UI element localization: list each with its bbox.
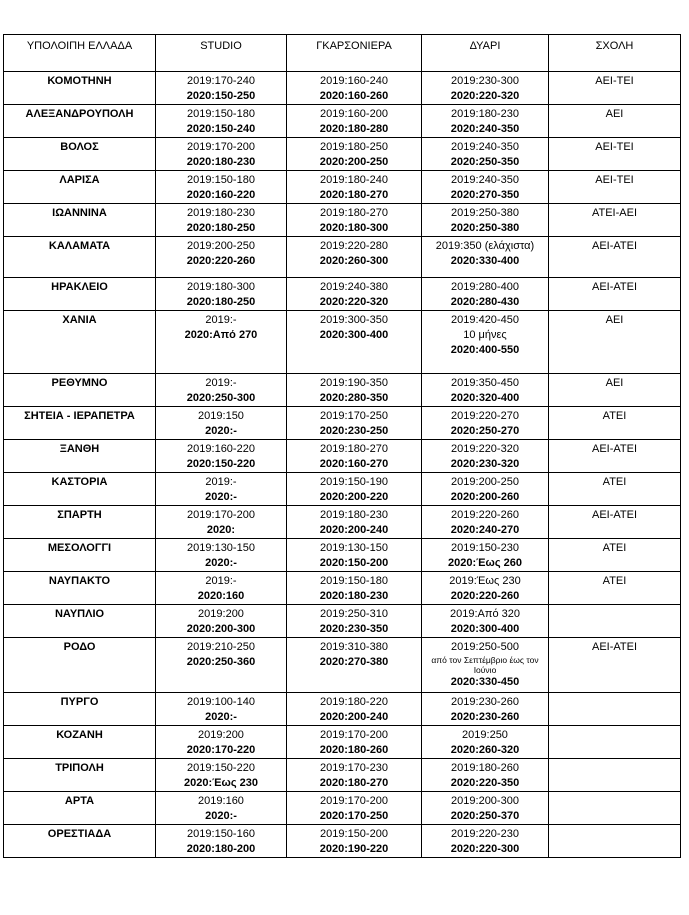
price-2020: 2020:- bbox=[205, 711, 237, 723]
price-2020: 2020: bbox=[206, 524, 236, 536]
studio-cell bbox=[156, 171, 287, 204]
school-cell: ΑΕΙ-ΑΤΕΙ bbox=[549, 506, 681, 539]
price-2019: 2019:180-230 bbox=[451, 108, 519, 120]
studio-cell bbox=[156, 105, 287, 138]
price-2019: 2019:230-300 bbox=[451, 75, 519, 87]
price-2019: 2019:170-200 bbox=[320, 729, 388, 741]
price-2019: 2019:Έως 230 bbox=[449, 575, 521, 587]
price-2020: 2020:160-270 bbox=[319, 458, 389, 470]
price-2020: 2020:330-400 bbox=[450, 255, 520, 267]
price-2019: 2019:150-200 bbox=[320, 828, 388, 840]
studio-cell bbox=[156, 539, 287, 572]
price-2020: 2020:160 bbox=[197, 590, 245, 602]
price-2019: 2019:170-230 bbox=[320, 762, 388, 774]
city-cell: ΣΗΤΕΙΑ - ΙΕΡΑΠΕΤΡΑ bbox=[4, 407, 156, 440]
price-2020: 2020:- bbox=[205, 491, 237, 503]
city-cell: ΤΡΙΠΟΛΗ bbox=[4, 759, 156, 792]
school-cell: ΑΤΕΙ bbox=[549, 473, 681, 506]
table-row bbox=[4, 138, 681, 171]
price-2019: 2019:180-270 bbox=[320, 207, 388, 219]
dyari-cell bbox=[422, 473, 549, 506]
table-row bbox=[4, 693, 681, 726]
price-2019: 2019:280-400 bbox=[451, 281, 519, 293]
price-2019: 2019:200-300 bbox=[451, 795, 519, 807]
city-cell: ΞΑΝΘΗ bbox=[4, 440, 156, 473]
price-2020: 2020:400-550 bbox=[450, 344, 520, 356]
price-2020: 2020:220-260 bbox=[450, 590, 520, 602]
price-2019: 2019:350 (ελάχιστα) bbox=[435, 240, 535, 252]
price-2019: 2019:180-230 bbox=[187, 207, 255, 219]
table-row bbox=[4, 726, 681, 759]
city-cell: ΡΟΔΟ bbox=[4, 638, 156, 693]
price-2019: 2019:- bbox=[205, 476, 237, 488]
price-2019: 2019:180-270 bbox=[320, 443, 388, 455]
dyari-cell bbox=[422, 605, 549, 638]
price-2020: 2020:230-350 bbox=[319, 623, 389, 635]
city-cell: ΣΠΑΡΤΗ bbox=[4, 506, 156, 539]
table-row bbox=[4, 825, 681, 858]
header-school: ΣΧΟΛΗ bbox=[549, 35, 681, 72]
city-cell: ΝΑΥΠΑΚΤΟ bbox=[4, 572, 156, 605]
price-2019: 2019:150-180 bbox=[320, 575, 388, 587]
dyari-cell bbox=[422, 204, 549, 237]
garsoniera-cell bbox=[287, 311, 422, 374]
garsoniera-cell bbox=[287, 572, 422, 605]
garsoniera-cell bbox=[287, 825, 422, 858]
price-2020: 2020:- bbox=[205, 557, 237, 569]
price-2019: 2019:130-150 bbox=[187, 542, 255, 554]
price-2020: 2020:180-270 bbox=[319, 777, 389, 789]
price-2019: 2019:210-250 bbox=[187, 641, 255, 653]
price-2019: 2019:170-200 bbox=[187, 141, 255, 153]
price-2020: 2020:- bbox=[205, 810, 237, 822]
price-2019: 2019:220-260 bbox=[451, 509, 519, 521]
price-2019: 2019:160-200 bbox=[320, 108, 388, 120]
dyari-cell bbox=[422, 237, 549, 278]
city-cell: ΚΟΜΟΤΗΝΗ bbox=[4, 72, 156, 105]
school-cell: ΑΕΙ bbox=[549, 105, 681, 138]
table-row bbox=[4, 572, 681, 605]
price-2019: 2019:350-450 bbox=[451, 377, 519, 389]
price-2020: 2020:Από 270 bbox=[184, 329, 258, 341]
city-cell: ΑΛΕΞΑΝΔΡΟΥΠΟΛΗ bbox=[4, 105, 156, 138]
header-dyari: ΔΥΑΡΙ bbox=[422, 35, 549, 72]
table-row bbox=[4, 171, 681, 204]
city-cell: ΗΡΑΚΛΕΙΟ bbox=[4, 278, 156, 311]
garsoniera-cell bbox=[287, 171, 422, 204]
dyari-cell bbox=[422, 374, 549, 407]
price-2019: 2019:150-190 bbox=[320, 476, 388, 488]
garsoniera-cell bbox=[287, 693, 422, 726]
price-2020: 2020:180-280 bbox=[319, 123, 389, 135]
studio-cell bbox=[156, 440, 287, 473]
price-2020: 2020:Έως 260 bbox=[448, 557, 522, 569]
price-2020: 2020:250-360 bbox=[186, 656, 256, 668]
price-2020: 2020:180-250 bbox=[186, 296, 256, 308]
price-2020: 2020:200-220 bbox=[319, 491, 389, 503]
price-2019: 2019:- bbox=[205, 314, 237, 326]
garsoniera-cell bbox=[287, 138, 422, 171]
price-2019: 2019:200-250 bbox=[451, 476, 519, 488]
price-2020: 2020:230-260 bbox=[450, 711, 520, 723]
price-2020: 2020:230-320 bbox=[450, 458, 520, 470]
price-2019: 2019:130-150 bbox=[320, 542, 388, 554]
garsoniera-cell bbox=[287, 72, 422, 105]
price-2019: 2019:180-260 bbox=[451, 762, 519, 774]
price-2019: 2019:250-310 bbox=[320, 608, 388, 620]
price-2019: 2019:230-260 bbox=[451, 696, 519, 708]
school-cell: ΑΤΕΙ bbox=[549, 572, 681, 605]
price-2019: 2019:220-280 bbox=[320, 240, 388, 252]
price-2019: 2019:180-220 bbox=[320, 696, 388, 708]
price-2019: 2019:250-380 bbox=[451, 207, 519, 219]
price-2020: 2020:180-200 bbox=[186, 843, 256, 855]
garsoniera-cell bbox=[287, 506, 422, 539]
price-2020: 2020:Έως 230 bbox=[184, 777, 258, 789]
dyari-cell bbox=[422, 105, 549, 138]
city-cell: ΚΑΣΤΟΡΙΑ bbox=[4, 473, 156, 506]
price-2019: 2019:220-230 bbox=[451, 828, 519, 840]
garsoniera-cell bbox=[287, 605, 422, 638]
table-row bbox=[4, 605, 681, 638]
price-2020: 2020:260-300 bbox=[319, 255, 389, 267]
dyari-cell bbox=[422, 539, 549, 572]
price-2019: 2019:220-270 bbox=[451, 410, 519, 422]
city-cell: ΧΑΝΙΑ bbox=[4, 311, 156, 374]
dyari-cell bbox=[422, 506, 549, 539]
city-cell: ΡΕΘΥΜΝΟ bbox=[4, 374, 156, 407]
garsoniera-cell bbox=[287, 278, 422, 311]
city-cell: ΚΟΖΑΝΗ bbox=[4, 726, 156, 759]
price-2019: 2019:220-320 bbox=[451, 443, 519, 455]
price-2019: 2019:310-380 bbox=[320, 641, 388, 653]
city-cell: ΛΑΡΙΣΑ bbox=[4, 171, 156, 204]
school-cell bbox=[549, 825, 681, 858]
school-cell bbox=[549, 792, 681, 825]
price-2020: 2020:270-350 bbox=[450, 189, 520, 201]
dyari-cell bbox=[422, 759, 549, 792]
price-2020: 2020:160-220 bbox=[186, 189, 256, 201]
price-2019: 2019:150 bbox=[198, 410, 244, 422]
header-garsoniera: ΓΚΑΡΣΟΝΙΕΡΑ bbox=[287, 35, 422, 72]
city-cell: ΑΡΤΑ bbox=[4, 792, 156, 825]
price-2020: 2020:190-220 bbox=[319, 843, 389, 855]
price-2020: 2020:150-240 bbox=[186, 123, 256, 135]
price-2019: 2019:200 bbox=[198, 729, 244, 741]
school-cell: ΑΕΙ-ΤΕΙ bbox=[549, 171, 681, 204]
school-cell: ΑΤΕΙ bbox=[549, 407, 681, 440]
price-2019: 2019:300-350 bbox=[320, 314, 388, 326]
garsoniera-cell bbox=[287, 473, 422, 506]
garsoniera-cell bbox=[287, 237, 422, 278]
price-2020: 2020:250-380 bbox=[450, 222, 520, 234]
garsoniera-cell bbox=[287, 440, 422, 473]
price-2020: 2020:250-300 bbox=[186, 392, 256, 404]
price-2019: 2019:420-450 bbox=[451, 314, 519, 326]
table-row bbox=[4, 792, 681, 825]
school-cell: ΑΕΙ-ΤΕΙ bbox=[549, 138, 681, 171]
dyari-cell bbox=[422, 440, 549, 473]
price-2020: 2020:150-200 bbox=[319, 557, 389, 569]
table-row bbox=[4, 506, 681, 539]
price-2019: 2019:160-220 bbox=[187, 443, 255, 455]
price-note: από τον Σεπτέμβριο έως τον Ιούνιο bbox=[431, 655, 539, 675]
price-2019: 2019:180-240 bbox=[320, 174, 388, 186]
dyari-cell bbox=[422, 278, 549, 311]
price-2019: 2019:- bbox=[205, 575, 237, 587]
dyari-cell bbox=[422, 693, 549, 726]
table-row bbox=[4, 72, 681, 105]
price-2019: 2019:Από 320 bbox=[450, 608, 520, 620]
studio-cell bbox=[156, 726, 287, 759]
price-2020: 2020:150-220 bbox=[186, 458, 256, 470]
price-2020: 2020:- bbox=[205, 425, 237, 437]
price-2020: 2020:320-400 bbox=[450, 392, 520, 404]
table-row bbox=[4, 237, 681, 278]
garsoniera-cell bbox=[287, 759, 422, 792]
school-cell: ΑΕΙ bbox=[549, 374, 681, 407]
dyari-cell bbox=[422, 407, 549, 440]
price-2020: 2020:240-350 bbox=[450, 123, 520, 135]
price-2020: 2020:180-250 bbox=[186, 222, 256, 234]
price-2020: 2020:300-400 bbox=[450, 623, 520, 635]
price-2020: 2020:160-260 bbox=[319, 90, 389, 102]
price-2020: 2020:280-350 bbox=[319, 392, 389, 404]
price-2020: 2020:220-300 bbox=[450, 843, 520, 855]
price-note: 10 μήνες bbox=[463, 329, 507, 341]
price-2020: 2020:180-230 bbox=[186, 156, 256, 168]
header-region: ΥΠΟΛΟΙΠΗ ΕΛΛΑΔΑ bbox=[4, 35, 156, 72]
price-2019: 2019:160-240 bbox=[320, 75, 388, 87]
price-2020: 2020:220-320 bbox=[450, 90, 520, 102]
price-2020: 2020:170-220 bbox=[186, 744, 256, 756]
price-2020: 2020:200-240 bbox=[319, 711, 389, 723]
table-row bbox=[4, 204, 681, 237]
school-cell: ΑΕΙ-ΑΤΕΙ bbox=[549, 440, 681, 473]
price-2020: 2020:170-250 bbox=[319, 810, 389, 822]
dyari-cell bbox=[422, 726, 549, 759]
price-2020: 2020:180-260 bbox=[319, 744, 389, 756]
studio-cell bbox=[156, 138, 287, 171]
school-cell: ΑΤΕΙ-ΑΕΙ bbox=[549, 204, 681, 237]
price-2019: 2019:150-220 bbox=[187, 762, 255, 774]
school-cell: ΑΕΙ bbox=[549, 311, 681, 374]
studio-cell bbox=[156, 204, 287, 237]
studio-cell bbox=[156, 407, 287, 440]
studio-cell bbox=[156, 311, 287, 374]
price-2019: 2019:170-240 bbox=[187, 75, 255, 87]
table-row bbox=[4, 440, 681, 473]
price-2020: 2020:220-260 bbox=[186, 255, 256, 267]
price-2020: 2020:260-320 bbox=[450, 744, 520, 756]
price-2019: 2019:150-180 bbox=[187, 108, 255, 120]
school-cell bbox=[549, 726, 681, 759]
garsoniera-cell bbox=[287, 204, 422, 237]
garsoniera-cell bbox=[287, 726, 422, 759]
price-2019: 2019:150-160 bbox=[187, 828, 255, 840]
garsoniera-cell bbox=[287, 539, 422, 572]
city-cell: ΠΥΡΓΟ bbox=[4, 693, 156, 726]
studio-cell bbox=[156, 759, 287, 792]
table-row bbox=[4, 278, 681, 311]
table-row bbox=[4, 374, 681, 407]
city-cell: ΙΩΑΝΝΙΝΑ bbox=[4, 204, 156, 237]
header-studio: STUDIO bbox=[156, 35, 287, 72]
garsoniera-cell bbox=[287, 792, 422, 825]
price-2019: 2019:180-230 bbox=[320, 509, 388, 521]
price-2020: 2020:200-300 bbox=[186, 623, 256, 635]
price-2020: 2020:240-270 bbox=[450, 524, 520, 536]
dyari-cell bbox=[422, 171, 549, 204]
price-2019: 2019:180-250 bbox=[320, 141, 388, 153]
studio-cell bbox=[156, 638, 287, 693]
garsoniera-cell bbox=[287, 105, 422, 138]
studio-cell bbox=[156, 473, 287, 506]
school-cell: ΑΕΙ-ΑΤΕΙ bbox=[549, 638, 681, 693]
table-row bbox=[4, 638, 681, 693]
dyari-cell bbox=[422, 311, 549, 374]
price-2020: 2020:220-350 bbox=[450, 777, 520, 789]
price-2019: 2019:- bbox=[205, 377, 237, 389]
table-row bbox=[4, 105, 681, 138]
studio-cell bbox=[156, 693, 287, 726]
price-2020: 2020:230-250 bbox=[319, 425, 389, 437]
dyari-cell bbox=[422, 138, 549, 171]
studio-cell bbox=[156, 278, 287, 311]
price-2020: 2020:150-250 bbox=[186, 90, 256, 102]
city-cell: ΝΑΥΠΛΙΟ bbox=[4, 605, 156, 638]
school-cell: ΑΤΕΙ bbox=[549, 539, 681, 572]
table-row bbox=[4, 407, 681, 440]
table-row bbox=[4, 473, 681, 506]
garsoniera-cell bbox=[287, 407, 422, 440]
price-2020: 2020:300-400 bbox=[319, 329, 389, 341]
price-2019: 2019:240-350 bbox=[451, 141, 519, 153]
city-cell: ΒΟΛΟΣ bbox=[4, 138, 156, 171]
price-2020: 2020:220-320 bbox=[319, 296, 389, 308]
price-2019: 2019:240-380 bbox=[320, 281, 388, 293]
school-cell: ΑΕΙ-ΑΤΕΙ bbox=[549, 237, 681, 278]
price-2019: 2019:170-250 bbox=[320, 410, 388, 422]
school-cell bbox=[549, 759, 681, 792]
price-2019: 2019:240-350 bbox=[451, 174, 519, 186]
city-cell: ΜΕΣΟΛΟΓΓΙ bbox=[4, 539, 156, 572]
price-2019: 2019:200 bbox=[198, 608, 244, 620]
price-2020: 2020:250-370 bbox=[450, 810, 520, 822]
price-2020: 2020:180-270 bbox=[319, 189, 389, 201]
dyari-cell bbox=[422, 638, 549, 693]
school-cell bbox=[549, 693, 681, 726]
price-2020: 2020:180-230 bbox=[319, 590, 389, 602]
price-2020: 2020:270-380 bbox=[319, 656, 389, 668]
studio-cell bbox=[156, 825, 287, 858]
school-cell: ΑΕΙ-ΑΤΕΙ bbox=[549, 278, 681, 311]
table-row bbox=[4, 539, 681, 572]
dyari-cell bbox=[422, 72, 549, 105]
price-2020: 2020:200-250 bbox=[319, 156, 389, 168]
city-cell: ΚΑΛΑΜΑΤΑ bbox=[4, 237, 156, 278]
rent-prices-table bbox=[3, 34, 681, 858]
price-2019: 2019:170-200 bbox=[320, 795, 388, 807]
studio-cell bbox=[156, 374, 287, 407]
table-row bbox=[4, 759, 681, 792]
price-2019: 2019:190-350 bbox=[320, 377, 388, 389]
studio-cell bbox=[156, 605, 287, 638]
price-2019: 2019:150-230 bbox=[451, 542, 519, 554]
price-2019: 2019:160 bbox=[198, 795, 244, 807]
price-2020: 2020:330-450 bbox=[450, 676, 520, 688]
price-2019: 2019:200-250 bbox=[187, 240, 255, 252]
price-2019: 2019:100-140 bbox=[187, 696, 255, 708]
table-row bbox=[4, 311, 681, 374]
price-2019: 2019:250 bbox=[462, 729, 508, 741]
garsoniera-cell bbox=[287, 638, 422, 693]
price-2020: 2020:280-430 bbox=[450, 296, 520, 308]
garsoniera-cell bbox=[287, 374, 422, 407]
dyari-cell bbox=[422, 825, 549, 858]
city-cell: ΟΡΕΣΤΙΑΔΑ bbox=[4, 825, 156, 858]
dyari-cell bbox=[422, 792, 549, 825]
studio-cell bbox=[156, 572, 287, 605]
studio-cell bbox=[156, 72, 287, 105]
studio-cell bbox=[156, 237, 287, 278]
price-2020: 2020:250-270 bbox=[450, 425, 520, 437]
studio-cell bbox=[156, 506, 287, 539]
price-2020: 2020:200-260 bbox=[450, 491, 520, 503]
price-2020: 2020:180-300 bbox=[319, 222, 389, 234]
price-2019: 2019:180-300 bbox=[187, 281, 255, 293]
school-cell: ΑΕΙ-ΤΕΙ bbox=[549, 72, 681, 105]
price-2020: 2020:250-350 bbox=[450, 156, 520, 168]
school-cell bbox=[549, 605, 681, 638]
price-2019: 2019:250-500 bbox=[451, 641, 519, 653]
header-row bbox=[4, 35, 681, 72]
price-2019: 2019:170-200 bbox=[187, 509, 255, 521]
price-2019: 2019:150-180 bbox=[187, 174, 255, 186]
studio-cell bbox=[156, 792, 287, 825]
price-2020: 2020:200-240 bbox=[319, 524, 389, 536]
dyari-cell bbox=[422, 572, 549, 605]
